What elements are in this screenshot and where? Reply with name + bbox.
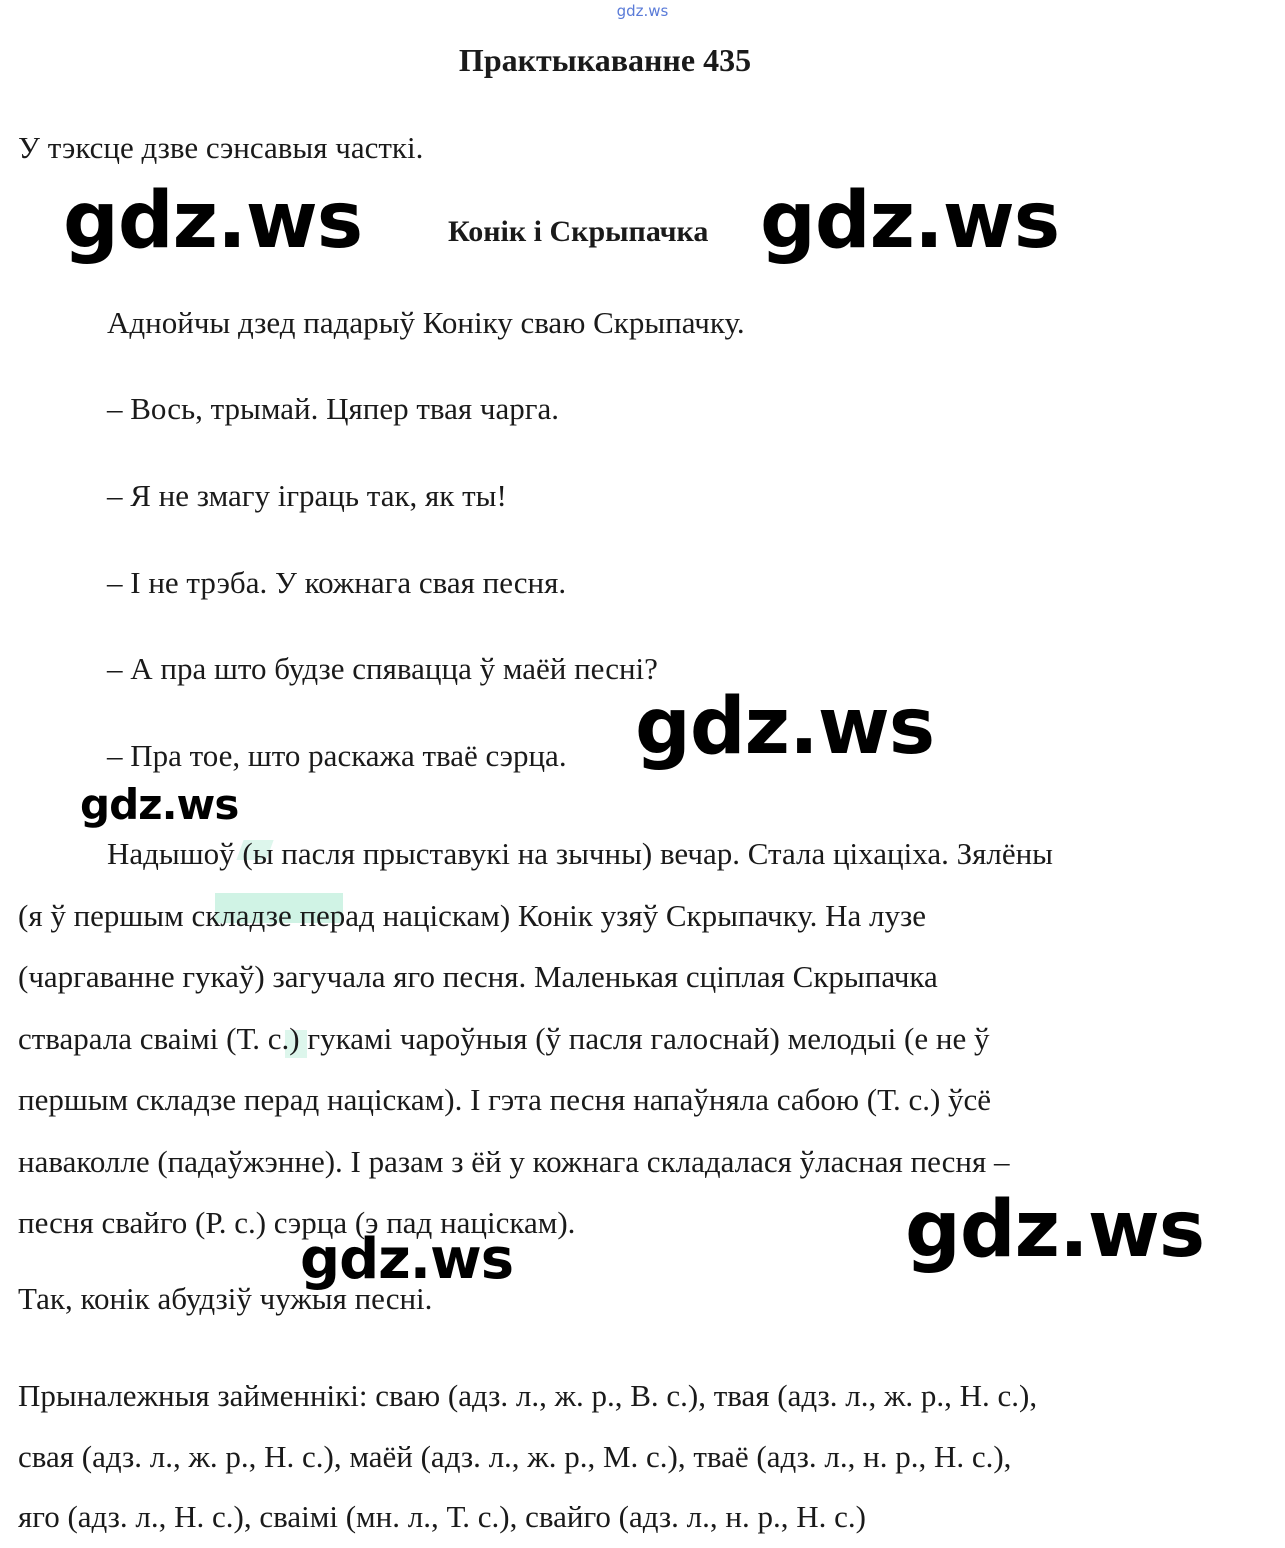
dialogue-line: – Вось, трымай. Цяпер твая чарга. — [107, 391, 559, 426]
paragraph-line: першым складзе перад націскам). І гэта песня напаўняла сабою (Т. с.) ўсё — [18, 1082, 992, 1117]
top-watermark: gdz.ws — [616, 2, 669, 20]
paragraph-line: (чаргаванне гукаў) загучала яго песня. Маленькая сціплая Скрыпачка — [18, 959, 938, 994]
pronouns-analysis — [18, 1366, 1037, 1548]
dialogue-line: – А пра што будзе спявацца ў маёй песні? — [107, 651, 658, 686]
paragraph-line: (я ў першым складзе перад націскам) Конік узяў Скрыпачку. На лузе — [18, 897, 926, 933]
conclusion-text: Так, конік абудзіў чужыя песні. — [18, 1281, 433, 1316]
story-title: Конік і Скрыпачка — [448, 215, 709, 248]
watermark: gdz.ws — [63, 176, 363, 266]
pronouns-line: свая (адз. л., ж. р., Н. с.), маёй (адз. л., ж. р., М. с.), тваё (адз. л., н. р., Н. с.), — [18, 1438, 1012, 1474]
paragraph-line: песня свайго (Р. с.) сэрца (э пад націскам). — [18, 1205, 576, 1240]
watermark: gdz.ws — [905, 1185, 1205, 1275]
dialogue-line: Аднойчы дзед падарыў Коніку сваю Скрыпачку. — [107, 305, 745, 340]
dialogue-line: – Пра тое, што раскажа тваё сэрца. — [107, 738, 567, 773]
watermark: gdz.ws — [760, 176, 1060, 266]
paragraph-line: стварала сваімі (Т. с.) гукамі чароўныя (ў пасля галоснай) мелодыі (е не ў — [18, 1020, 990, 1056]
watermark: gdz.ws — [300, 1227, 514, 1292]
pronouns-line: яго (адз. л., Н. с.), сваімі (мн. л., Т. с.), свайго (адз. л., н. р., Н. с.) — [18, 1499, 866, 1534]
intro-text: У тэксце дзве сэнсавыя часткі. — [18, 130, 424, 165]
paragraph-line: Надышоў (ы пасля прыставукі на зычны) вечар. Стала ціхаціха. Зялёны — [107, 836, 1054, 871]
paragraph-line: наваколле (падаўжэнне). І разам з ёй у кожнага складалася ўласная песня – — [18, 1143, 1010, 1179]
dialogue-line: – І не трэба. У кожнага свая песня. — [107, 565, 567, 600]
dialogue-line: – Я не змагу іграць так, як ты! — [107, 478, 507, 513]
page-title: Практыкаванне 435 — [458, 42, 752, 78]
watermark: gdz.ws — [635, 682, 935, 772]
watermark: gdz.ws — [80, 780, 239, 829]
pronouns-line: Прыналежныя займеннікі: сваю (адз. л., ж. р., В. с.), твая (адз. л., ж. р., Н. с.), — [18, 1378, 1038, 1413]
